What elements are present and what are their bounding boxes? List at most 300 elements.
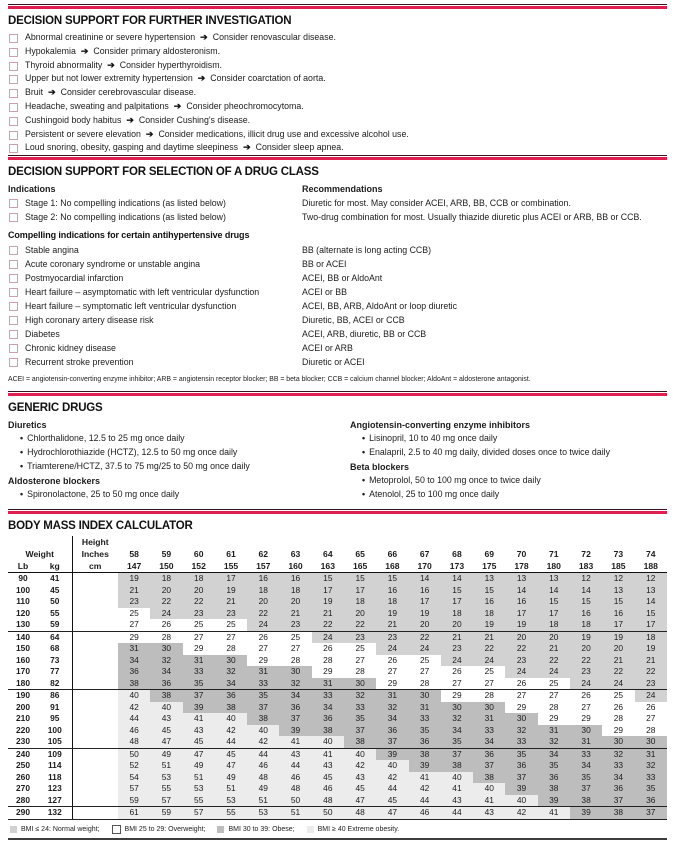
checkbox[interactable] [9, 213, 18, 222]
bmi-value-cell: 32 [505, 725, 537, 737]
checkbox[interactable] [9, 75, 18, 84]
weight-kg-value: 132 [38, 807, 72, 820]
bmi-value-cell: 36 [215, 690, 247, 702]
bmi-value-cell: 18 [344, 596, 376, 608]
drug-list-item [350, 474, 667, 488]
bmi-value-cell: 30 [344, 678, 376, 690]
bmi-value-cell: 19 [376, 608, 408, 620]
bmi-value-cell: 20 [279, 596, 311, 608]
bmi-value-cell: 20 [538, 631, 570, 643]
bmi-value-cell: 44 [441, 807, 473, 820]
stage-indication-rows [8, 196, 667, 224]
bmi-value-cell: 31 [570, 736, 602, 748]
height-inches-value: 72 [581, 549, 591, 560]
bmi-value-cell: 51 [247, 795, 279, 807]
bmi-value-cell: 20 [505, 631, 537, 643]
indication-text: Stage 1: No compelling indications (as listed below) [25, 198, 226, 209]
unit-spacer-cell [72, 736, 118, 748]
legend-text: BMI ≤ 24: Normal weight; [21, 825, 100, 833]
generic-drugs-column-2 [350, 418, 667, 501]
checklist-item-text [25, 141, 344, 155]
drug-list-item [350, 446, 667, 460]
bmi-value-cell: 51 [150, 760, 182, 772]
bmi-value-cell: 25 [118, 608, 150, 620]
bmi-value-cell: 30 [441, 702, 473, 714]
unit-spacer-cell [72, 655, 118, 667]
bmi-value-cell: 14 [505, 585, 537, 597]
bmi-value-cell: 41 [279, 736, 311, 748]
bmi-value-cell: 57 [150, 795, 182, 807]
checklist-item-text [25, 114, 250, 128]
bmi-value-cell: 33 [505, 736, 537, 748]
kg-label: kg [38, 560, 72, 573]
checklist-item-text [25, 86, 196, 100]
checklist-item [8, 141, 667, 155]
bmi-value-cell: 43 [344, 772, 376, 784]
legend-text: BMI 25 to 29: Overweight; [124, 825, 206, 833]
bmi-value-cell: 23 [279, 619, 311, 631]
bmi-value-cell: 14 [409, 573, 441, 585]
bmi-value-cell: 22 [247, 608, 279, 620]
weight-lb-value: 130 [8, 619, 38, 631]
weight-lb-value: 210 [16, 713, 30, 724]
bmi-value-cell: 42 [505, 807, 537, 820]
checklist-item-text [25, 45, 220, 59]
bmi-value-cell: 47 [150, 736, 182, 748]
bmi-value-cell: 45 [376, 795, 408, 807]
indication-row [8, 271, 667, 285]
inches-label: Inches [72, 548, 118, 560]
height-inches-value: 69 [484, 549, 495, 560]
indication-text: Postmyocardial infarction [25, 273, 124, 284]
table-header-spacer [441, 536, 473, 548]
checkbox[interactable] [9, 246, 18, 255]
arrow-icon: ➔ [197, 73, 206, 84]
unit-spacer-cell [72, 690, 118, 702]
bmi-value-cell: 28 [635, 725, 668, 737]
height-inches-value: 68 [452, 549, 462, 560]
consider-text: Consider medications, illicit drug use and excessive alcohol use. [158, 128, 409, 139]
bmi-value-cell: 36 [635, 795, 668, 807]
bmi-value-cell: 31 [312, 678, 344, 690]
unit-spacer-cell [72, 795, 118, 807]
bmi-row-240 [8, 748, 667, 760]
unit-spacer-cell [72, 585, 118, 597]
height-inches-value: 66 [387, 549, 398, 560]
checkbox[interactable] [9, 144, 18, 153]
height-inches-value: 58 [129, 549, 139, 560]
height-cm-value: 150 [150, 560, 182, 573]
bmi-value-cell: 45 [215, 748, 247, 760]
bmi-value-cell: 33 [247, 678, 279, 690]
weight-lb-value: 280 [8, 795, 38, 807]
bmi-value-cell: 49 [247, 783, 279, 795]
weight-lb-value: 260 [16, 771, 30, 782]
indication-cell [8, 327, 302, 341]
checkbox[interactable] [9, 62, 18, 71]
bmi-value-cell: 38 [441, 760, 473, 772]
bmi-value-cell: 27 [215, 631, 247, 643]
bmi-value-cell: 37 [441, 748, 473, 760]
bmi-value-cell: 40 [247, 725, 279, 737]
bmi-value-cell: 28 [538, 702, 570, 714]
unit-spacer-cell [72, 678, 118, 690]
bmi-value-cell: 32 [635, 760, 668, 772]
checkbox[interactable] [9, 34, 18, 43]
checkbox[interactable] [9, 131, 18, 140]
bmi-value-cell: 16 [279, 573, 311, 585]
weight-lb-value: 220 [16, 724, 30, 735]
drug-item-text: Hydrochlorothiazide (HCTZ), 12.5 to 50 mg once daily [27, 446, 238, 457]
bmi-value-cell: 29 [505, 702, 537, 714]
bmi-value-cell: 20 [183, 585, 215, 597]
bmi-value-cell: 26 [602, 702, 634, 714]
bmi-value-cell: 36 [473, 748, 505, 760]
drug-list-item [8, 432, 350, 446]
consider-text: Consider sleep apnea. [255, 142, 344, 153]
bmi-value-cell: 12 [635, 573, 668, 585]
bmi-value-cell: 23 [183, 608, 215, 620]
bmi-value-cell: 28 [150, 631, 182, 643]
weight-kg-value: 68 [50, 643, 60, 654]
bmi-value-cell: 38 [118, 678, 150, 690]
overweight-swatch-icon [112, 825, 121, 834]
height-inches-value: 67 [419, 549, 430, 560]
bmi-value-cell: 18 [570, 619, 602, 631]
bmi-value-cell: 15 [312, 573, 344, 585]
bmi-value-cell: 53 [183, 783, 215, 795]
bmi-value-cell: 47 [344, 795, 376, 807]
height-inches-value: 59 [161, 549, 172, 560]
recommendation-text: BB or ACEI [302, 259, 347, 270]
checkbox[interactable] [9, 344, 18, 353]
compelling-indications-subheading: Compelling indications for certain antihypertensive drugs [8, 230, 250, 241]
table-header-spacer [570, 536, 602, 548]
recommendation-text: BB (alternate is long acting CCB) [302, 245, 432, 256]
bmi-value-cell: 18 [376, 596, 408, 608]
bmi-value-cell: 18 [538, 619, 570, 631]
bmi-value-cell: 31 [376, 690, 408, 702]
bmi-value-cell: 32 [150, 655, 182, 667]
checkbox[interactable] [9, 199, 18, 208]
height-inches-value: 62 [258, 549, 269, 560]
bmi-value-cell: 39 [538, 795, 570, 807]
drug-item-text: Spironolactone, 25 to 50 mg once daily [27, 488, 180, 499]
bmi-value-cell: 44 [118, 713, 150, 725]
bmi-value-cell: 31 [247, 666, 279, 678]
bmi-value-cell: 27 [344, 655, 376, 667]
weight-kg-value: 100 [47, 724, 62, 735]
bmi-value-cell: 34 [473, 736, 505, 748]
weight-kg-value: 123 [47, 783, 62, 794]
bmi-value-cell: 28 [215, 643, 247, 655]
bmi-value-cell: 36 [118, 666, 150, 678]
bmi-row-290 [8, 807, 667, 820]
bmi-value-cell: 36 [312, 713, 344, 725]
indication-text: Diabetes [25, 329, 60, 340]
weight-lb-value: 140 [16, 631, 30, 642]
bmi-value-cell: 31 [635, 748, 668, 760]
table-header-spacer [376, 536, 408, 548]
bmi-value-cell: 28 [312, 655, 344, 667]
bmi-value-cell: 32 [215, 666, 247, 678]
bmi-value-cell: 14 [538, 585, 570, 597]
bmi-value-cell: 40 [376, 760, 408, 772]
checkbox[interactable] [9, 274, 18, 283]
finding-text: Abnormal creatinine or severe hypertension [25, 32, 196, 42]
bmi-value-cell: 35 [441, 736, 473, 748]
bmi-value-cell: 26 [635, 702, 668, 714]
bmi-row-210 [8, 713, 667, 725]
bmi-value-cell: 50 [118, 748, 150, 760]
bmi-value-cell: 45 [183, 736, 215, 748]
bmi-value-cell: 35 [505, 748, 537, 760]
bmi-value-cell: 41 [409, 772, 441, 784]
indication-cell [8, 341, 302, 355]
bmi-value-cell: 26 [505, 678, 537, 690]
bmi-value-cell: 45 [150, 725, 182, 737]
bmi-value-cell: 21 [538, 643, 570, 655]
bmi-value-cell: 13 [473, 573, 505, 585]
consider-text: Consider renovascular disease. [212, 32, 336, 42]
bmi-value-cell: 15 [441, 585, 473, 597]
bmi-row-190 [8, 690, 667, 702]
bmi-value-cell: 29 [570, 713, 602, 725]
legend-item [307, 826, 400, 833]
unit-spacer-cell [72, 807, 118, 820]
bmi-value-cell: 33 [183, 666, 215, 678]
arrow-icon: ➔ [107, 59, 115, 70]
checkbox[interactable] [9, 316, 18, 325]
checkbox[interactable] [9, 330, 18, 339]
bmi-value-cell: 24 [570, 678, 602, 690]
bmi-value-cell: 37 [247, 702, 279, 714]
indication-cell [8, 313, 302, 327]
weight-lb-value: 240 [16, 748, 30, 759]
bmi-value-cell: 38 [247, 713, 279, 725]
bmi-value-cell: 22 [635, 666, 668, 678]
unit-spacer-cell [72, 666, 118, 678]
finding-text: Thyroid abnormality [25, 59, 103, 70]
bmi-value-cell: 49 [150, 748, 182, 760]
checkbox[interactable] [9, 48, 18, 57]
height-inches-value: 60 [193, 549, 204, 560]
legend-item [112, 825, 206, 834]
bmi-value-cell: 22 [473, 643, 505, 655]
checklist-item [8, 72, 667, 86]
bmi-value-cell: 16 [570, 608, 602, 620]
drug-item-text: Chlorthalidone, 12.5 to 25 mg once daily [27, 433, 185, 444]
bmi-value-cell: 39 [279, 725, 311, 737]
bmi-value-cell: 27 [376, 666, 408, 678]
bmi-value-cell: 14 [635, 596, 668, 608]
checkbox[interactable] [9, 89, 18, 98]
bmi-value-cell: 28 [344, 666, 376, 678]
unit-spacer-cell [72, 702, 118, 714]
bmi-value-cell: 40 [312, 736, 344, 748]
bmi-value-cell: 39 [570, 807, 602, 820]
recommendation-text: Diuretic, BB, ACEI or CCB [302, 315, 405, 326]
table-header-spacer [344, 536, 376, 548]
height-cm-value: 173 [441, 560, 473, 573]
bmi-value-cell: 48 [279, 783, 311, 795]
bmi-value-cell: 18 [247, 585, 279, 597]
bmi-value-cell: 35 [183, 678, 215, 690]
bmi-value-cell: 18 [279, 585, 311, 597]
bmi-value-cell: 22 [409, 631, 441, 643]
weight-kg-value: 55 [50, 607, 60, 618]
bmi-value-cell: 38 [150, 690, 182, 702]
bmi-value-cell: 34 [118, 655, 150, 667]
bmi-value-cell: 30 [279, 666, 311, 678]
investigation-section-title: DECISION SUPPORT FOR FURTHER INVESTIGATION [8, 15, 292, 27]
bmi-value-cell: 36 [602, 783, 634, 795]
bmi-value-cell: 44 [215, 736, 247, 748]
indication-cell [8, 299, 302, 313]
recommendation-text: ACEI, BB or AldoAnt [302, 273, 383, 284]
checkbox[interactable] [9, 302, 18, 311]
bmi-value-cell: 23 [118, 596, 150, 608]
weight-kg-value: 73 [50, 654, 60, 665]
bmi-value-cell: 17 [602, 619, 634, 631]
bmi-value-cell: 61 [118, 807, 150, 820]
bmi-value-cell: 16 [376, 585, 408, 597]
document-page [0, 4, 675, 840]
legend-text: BMI 30 to 39: Obese; [228, 825, 295, 833]
checklist-item-text [25, 128, 409, 142]
bmi-row-180 [8, 678, 667, 690]
bmi-row-150 [8, 643, 667, 655]
bmi-value-cell: 15 [344, 573, 376, 585]
bmi-value-cell: 15 [570, 596, 602, 608]
drug-class-column-headers [8, 182, 667, 196]
arrow-icon: ➔ [145, 128, 154, 139]
bmi-value-cell: 22 [602, 666, 634, 678]
bmi-value-cell: 33 [344, 702, 376, 714]
checkbox[interactable] [9, 260, 18, 269]
arrow-icon: ➔ [200, 32, 208, 42]
weight-kg-value: 86 [50, 690, 60, 701]
bmi-value-cell: 22 [312, 619, 344, 631]
weight-kg-value: 91 [50, 701, 60, 712]
bmi-value-cell: 38 [538, 783, 570, 795]
bmi-value-cell: 15 [602, 596, 634, 608]
unit-spacer-cell [72, 631, 118, 643]
bmi-value-cell: 21 [312, 608, 344, 620]
indication-cell [8, 196, 302, 210]
height-cm-value: 160 [279, 560, 311, 573]
bmi-value-cell: 27 [118, 619, 150, 631]
weight-kg-value: 105 [38, 736, 72, 748]
checkbox[interactable] [9, 103, 18, 112]
table-header-spacer [215, 536, 247, 548]
bmi-value-cell: 31 [538, 725, 570, 737]
bmi-value-cell: 40 [215, 713, 247, 725]
bmi-value-cell: 23 [215, 608, 247, 620]
bmi-value-cell: 24 [473, 655, 505, 667]
bmi-value-cell: 39 [505, 783, 537, 795]
bmi-row-230 [8, 736, 667, 748]
checklist-item [8, 128, 667, 142]
bmi-value-cell: 30 [505, 713, 537, 725]
bmi-row-140 [8, 631, 667, 643]
unit-spacer-cell [72, 608, 118, 620]
weight-kg-value: 127 [38, 795, 72, 807]
drug-list-item [8, 488, 350, 502]
bmi-value-cell: 32 [602, 748, 634, 760]
indication-text: Stable angina [25, 245, 79, 256]
weight-kg-value: 77 [50, 666, 60, 677]
bmi-value-cell: 30 [215, 655, 247, 667]
generic-drugs-column-1 [8, 418, 350, 501]
bmi-value-cell: 43 [473, 807, 505, 820]
height-inches-value: 64 [323, 549, 333, 560]
consider-text: Consider Cushing's disease. [138, 114, 251, 125]
bmi-value-cell: 29 [376, 678, 408, 690]
checkbox[interactable] [9, 117, 18, 126]
checkbox[interactable] [9, 358, 18, 367]
indication-text: Recurrent stroke prevention [25, 357, 134, 368]
bmi-value-cell: 31 [409, 702, 441, 714]
bmi-value-cell: 47 [215, 760, 247, 772]
recommendations-column-header: Recommendations [302, 184, 383, 195]
bmi-value-cell: 45 [312, 772, 344, 784]
weight-label: Weight [25, 549, 54, 560]
bmi-value-cell: 38 [215, 702, 247, 714]
table-header-spacer [538, 536, 570, 548]
bmi-value-cell: 30 [635, 736, 668, 748]
drug-item-text: Triamterene/HCTZ, 37.5 to 75 mg/25 to 50 mg once daily [27, 460, 250, 471]
bmi-value-cell: 21 [215, 596, 247, 608]
weight-lb-value: 120 [16, 607, 30, 618]
checkbox[interactable] [9, 288, 18, 297]
bmi-value-cell: 17 [409, 596, 441, 608]
arrow-icon: ➔ [126, 114, 134, 125]
bmi-value-cell: 24 [602, 678, 634, 690]
bmi-value-cell: 37 [344, 725, 376, 737]
bmi-value-cell: 24 [312, 631, 344, 643]
bmi-value-cell: 28 [602, 713, 634, 725]
bmi-value-cell: 51 [279, 807, 311, 820]
bmi-value-cell: 25 [473, 666, 505, 678]
weight-kg-value: 114 [47, 760, 62, 771]
height-cm-value: 157 [247, 560, 279, 573]
table-header-spacer [247, 536, 279, 548]
unit-spacer-cell [72, 573, 118, 585]
recommendation-text: Diuretic for most. May consider ACEI, ARB, BB, CCB or combination. [302, 198, 571, 209]
indication-text: Stage 2: No compelling indications (as listed below) [25, 212, 226, 223]
cm-label: cm [72, 560, 118, 573]
bmi-value-cell: 16 [505, 596, 537, 608]
bmi-row-130 [8, 619, 667, 631]
bmi-value-cell: 59 [150, 807, 182, 820]
bmi-value-cell: 26 [441, 666, 473, 678]
checklist-item-text [25, 100, 304, 114]
bmi-value-cell: 21 [279, 608, 311, 620]
weight-kg-value: 82 [38, 678, 72, 690]
bmi-value-cell: 19 [409, 608, 441, 620]
checklist-item [8, 100, 667, 114]
bmi-value-cell: 35 [570, 772, 602, 784]
height-inches-value: 73 [613, 549, 624, 560]
bmi-value-cell: 33 [570, 748, 602, 760]
bmi-value-cell: 37 [635, 807, 668, 820]
indication-text: Chronic kidney disease [25, 343, 116, 354]
indication-row [8, 210, 667, 224]
indication-row [8, 355, 667, 369]
checklist-item-text [25, 59, 222, 73]
bmi-value-cell: 37 [376, 736, 408, 748]
